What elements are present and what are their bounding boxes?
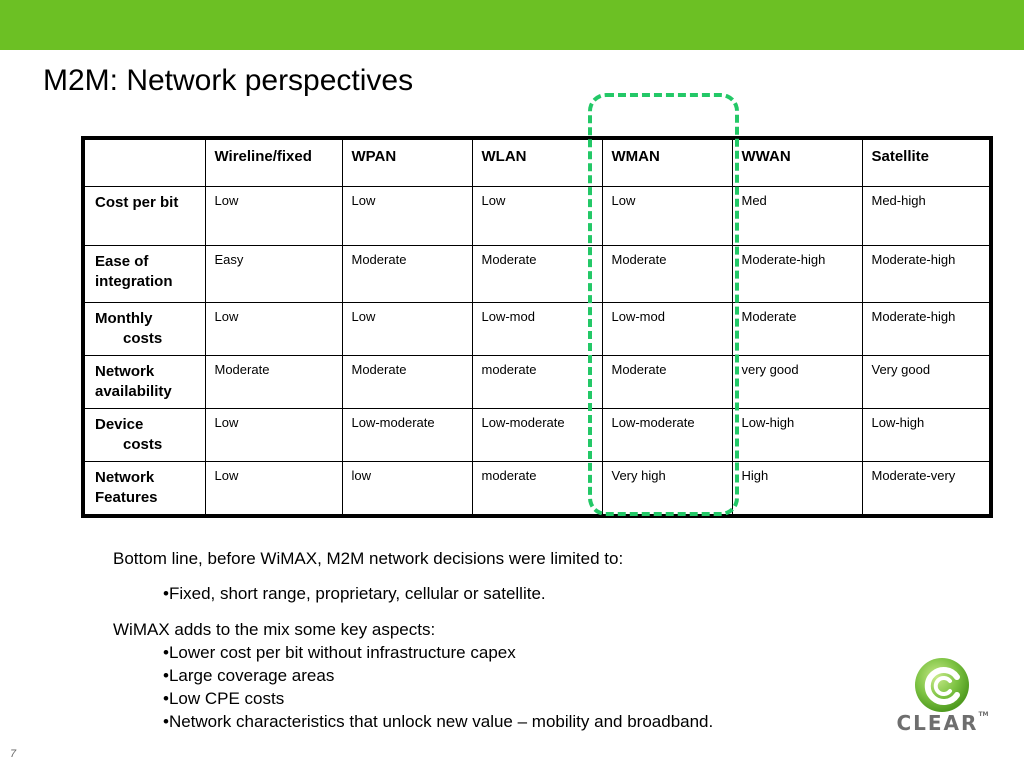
row-label-line1: Device [95,415,144,433]
row-label-device-costs [83,408,205,461]
table-header-row [83,138,991,186]
table-cell: Low-moderate [472,408,602,461]
table-row [83,302,991,355]
table-row [83,461,991,516]
table-row [83,355,991,408]
row-label-line1: Ease of [95,252,149,270]
table-cell: Moderate-very [862,461,991,516]
table-cell: Low-mod [602,302,732,355]
row-label-line1: Network [95,468,155,486]
header-wwan: WWAN [732,138,862,186]
table-cell: Low-mod [472,302,602,355]
table-cell: Moderate [732,302,862,355]
row-label-line1: Monthly [95,309,153,327]
network-comparison-table [81,136,993,518]
bullet-item: •Fixed, short range, proprietary, cellular or satellite. [163,584,546,603]
logo-wordmark: CLEAR [896,711,979,735]
table-cell: Med [732,186,862,245]
body-text [113,547,713,733]
header-wpan: WPAN [342,138,472,186]
table-cell: Moderate-high [862,245,991,302]
table-cell: Moderate [602,245,732,302]
bullet-item: •Low CPE costs [163,689,285,708]
table-cell: Low [205,302,342,355]
header-wlan: WLAN [472,138,602,186]
row-label-line2: availability [95,382,172,400]
table-cell: Low-high [862,408,991,461]
bullet-item: •Large coverage areas [163,666,335,685]
table-cell: moderate [472,355,602,408]
header-wman: WMAN [602,138,732,186]
header-wireline: Wireline/fixed [205,138,342,186]
row-label-line2: costs [123,435,163,453]
table-row [83,408,991,461]
table-cell: Low [472,186,602,245]
clear-logo-text [895,711,990,735]
table-cell: Low [342,302,472,355]
table-cell: Moderate-high [732,245,862,302]
table-cell: Moderate [342,245,472,302]
row-label-network-features [83,461,205,516]
clear-swirl-logo-icon [895,655,990,713]
row-label-monthly-costs [83,302,205,355]
table-cell: Very good [862,355,991,408]
row-label-line1: Cost per bit [95,193,179,211]
row-label-line2: integration [95,272,173,290]
row-label-line1: Network [95,362,155,380]
table-cell: Low-high [732,408,862,461]
table-cell: Moderate [205,355,342,408]
slide-title: M2M: Network perspectives [43,64,414,97]
table-cell: High [732,461,862,516]
table-row [83,245,991,302]
table-cell: very good [732,355,862,408]
bullet-item: •Lower cost per bit without infrastructure capex [163,643,516,662]
logo-trademark: TM [978,711,989,718]
page-number: 7 [10,748,17,760]
table-cell: Low [205,186,342,245]
table-cell: Low [205,408,342,461]
table-cell: Low [205,461,342,516]
table-cell: Low-moderate [602,408,732,461]
bottom-line-text: Bottom line, before WiMAX, M2M network decisions were limited to: [113,549,624,568]
table-cell: Moderate [342,355,472,408]
bullet-item: •Network characteristics that unlock new value – mobility and broadband. [163,712,714,731]
table-cell: Very high [602,461,732,516]
row-label-network-availability [83,355,205,408]
table-cell: moderate [472,461,602,516]
row-label-line2: costs [123,329,163,347]
clear-logo [895,655,990,740]
table-cell: Low [342,186,472,245]
wimax-intro-text: WiMAX adds to the mix some key aspects: [113,620,436,639]
table-cell: Low-moderate [342,408,472,461]
table-cell: Med-high [862,186,991,245]
row-label-ease-of-integration [83,245,205,302]
table-cell: Moderate [602,355,732,408]
table-cell: Moderate-high [862,302,991,355]
top-banner-bar [0,0,1024,50]
table-row [83,186,991,245]
table-cell: Moderate [472,245,602,302]
header-satellite: Satellite [862,138,991,186]
table-cell: low [342,461,472,516]
table-cell: Low [602,186,732,245]
header-empty-cell [83,138,205,186]
wimax-bullet-list [113,641,713,733]
row-label-cost-per-bit [83,186,205,245]
table-cell: Easy [205,245,342,302]
row-label-line2: Features [95,488,158,506]
